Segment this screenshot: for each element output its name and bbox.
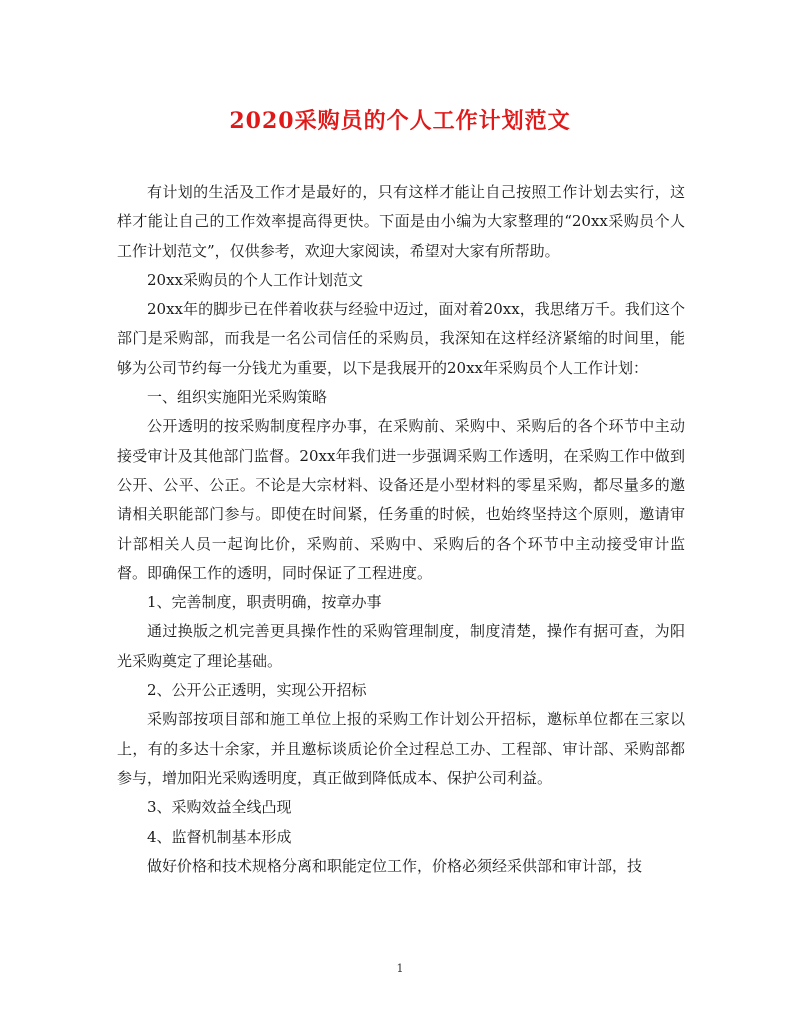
subtitle-paragraph: 20xx采购员的个人工作计划范文 — [147, 270, 364, 289]
body-paragraph: 采购部按项目部和施工单位上报的采购工作计划公开招标，邀标单位都在三家以上，有的多达十余家，并且邀标谈质论价全过程总工办、工程部、审计部、采购部都参与，增加阳光采购透明度，真正做到降低成本、保护公司利益。 — [117, 710, 685, 787]
page-number: 1 — [396, 962, 404, 975]
body-paragraph: 通过换版之机完善更具操作性的采购管理制度，制度清楚，操作有据可查，为阳光采购奠定了理论基础。 — [117, 622, 685, 670]
subsection-heading: 2、公开公正透明，实现公开招标 — [147, 681, 367, 700]
body-paragraph: 公开透明的按采购制度程序办事，在采购前、采购中、采购后的各个环节中主动接受审计及其他部门监督。20xx年我们进一步强调采购工作透明，在采购工作中做到公开、公平、公正。不论是大宗材料、设备还是小型材料的零星采购，都尽量多的邀请相关职能部门参与。即使在时间紧，任务重的时候，也始终坚持这个原则，邀请审计部相关人员一起询比价，采购前、采购中、采购后的各个环节中主动接受审计监督。即确保工作的透明，同时保证了工程进度。 — [117, 417, 685, 582]
subsection-heading: 1、完善制度，职责明确，按章办事 — [147, 593, 382, 612]
body-paragraph: 做好价格和技术规格分离和职能定位工作，价格必须经采供部和审计部，技 — [147, 856, 643, 875]
subsection-heading: 3、采购效益全线凸现 — [147, 798, 292, 817]
subsection-heading: 4、监督机制基本形成 — [147, 827, 292, 846]
section-heading: 一、组织实施阳光采购策略 — [147, 388, 328, 407]
document-body — [117, 178, 685, 881]
document-title: 2020采购员的个人工作计划范文 — [229, 108, 571, 134]
intro-paragraph: 有计划的生活及工作才是最好的，只有这样才能让自己按照工作计划去实行，这样才能让自己的工作效率提高得更快。下面是由小编为大家整理的“20xx采购员个人工作计划范文”，仅供参考，欢迎大家阅读，希望对大家有所帮助。 — [117, 183, 685, 260]
body-paragraph: 20xx年的脚步已在伴着收获与经验中迈过，面对着20xx，我思绪万千。我们这个部门是采购部，而我是一名公司信任的采购员，我深知在这样经济紧缩的时间里，能够为公司节约每一分钱尤为重要，以下是我展开的20xx年采购员个人工作计划： — [117, 300, 685, 377]
